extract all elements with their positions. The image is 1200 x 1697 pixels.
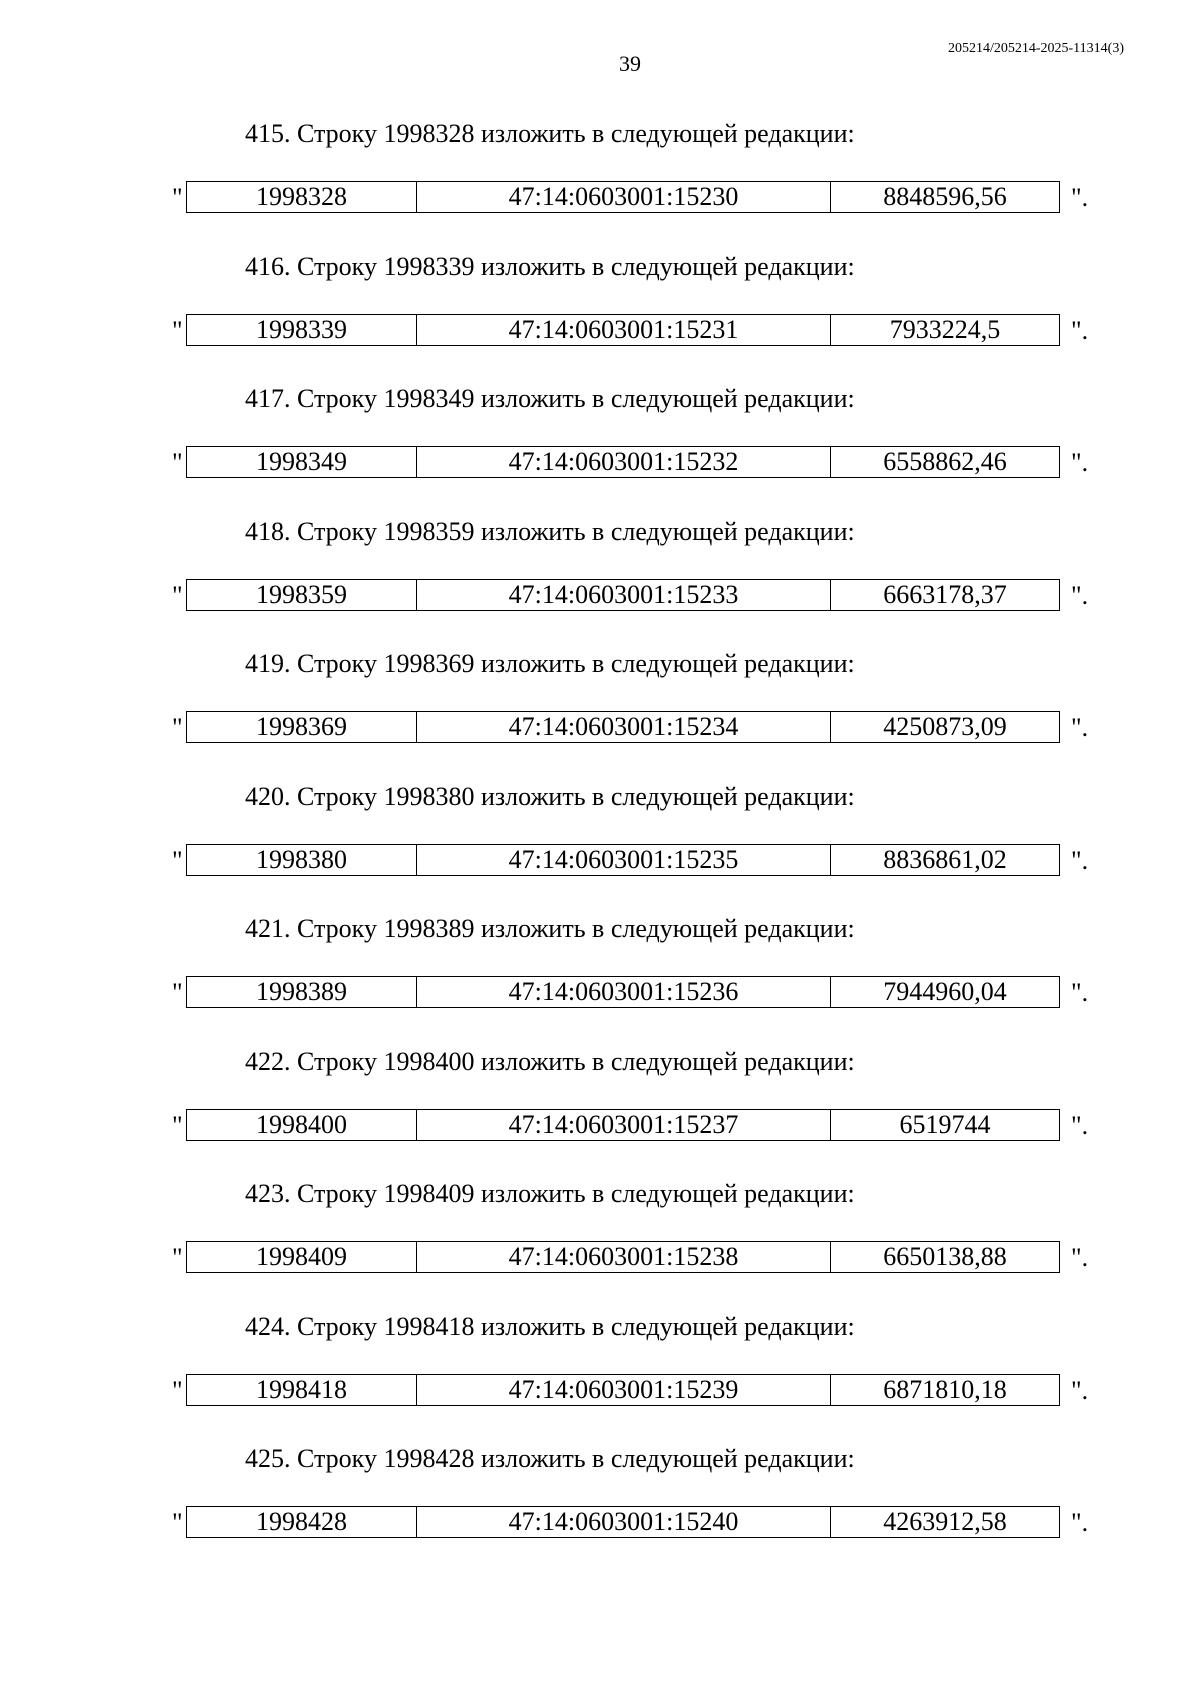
value-cell: 4250873,09 [883, 712, 1007, 741]
table-row [186, 446, 1060, 478]
closing-quote: ". [1071, 580, 1089, 610]
cadastral-number-cell: 47:14:0603001:15234 [417, 712, 831, 742]
opening-quote: " [172, 1110, 183, 1140]
closing-quote: ". [1071, 978, 1089, 1007]
row-number-cell: 1998349 [187, 447, 417, 477]
row-number-cell: 1998339 [187, 315, 417, 345]
cadastral-number-cell: 47:14:0603001:15236 [417, 977, 831, 1007]
closing-quote: ". [1071, 1508, 1089, 1537]
page-number: 39 [619, 51, 641, 76]
amendment-instruction: 417. Строку 1998349 изложить в следующей редакции: [245, 384, 855, 413]
cadastral-number-cell: 47:14:0603001:15235 [417, 845, 831, 875]
amendment-instruction: 415. Строку 1998328 изложить в следующей редакции: [245, 119, 855, 148]
cadastral-number-cell: 47:14:0603001:15232 [417, 447, 831, 477]
table-row [186, 181, 1060, 213]
closing-quote: ". [1071, 845, 1089, 875]
row-number-cell: 1998359 [187, 580, 417, 610]
amendment-item [0, 1309, 1200, 1442]
value-cell: 6519744 [899, 1109, 991, 1139]
opening-quote: " [172, 315, 183, 345]
table-row [186, 711, 1060, 743]
opening-quote: " [172, 713, 183, 742]
row-number-cell: 1998400 [187, 1110, 417, 1140]
amendment-item [0, 911, 1200, 1044]
amendment-item [0, 381, 1200, 514]
value-cell: 8848596,56 [883, 182, 1007, 211]
cadastral-number-cell: 47:14:0603001:15240 [417, 1507, 831, 1537]
closing-quote: ". [1071, 713, 1089, 742]
amendment-list [0, 116, 1200, 1574]
value-cell: 7944960,04 [883, 977, 1007, 1006]
closing-quote: ". [1071, 1375, 1089, 1405]
amendment-item [0, 1044, 1200, 1177]
amendment-instruction: 418. Строку 1998359 изложить в следующей редакции: [245, 516, 855, 546]
closing-quote: ". [1071, 1243, 1089, 1272]
amendment-instruction: 421. Строку 1998389 изложить в следующей редакции: [245, 914, 855, 943]
row-number-cell: 1998389 [187, 977, 417, 1007]
cadastral-number-cell: 47:14:0603001:15238 [417, 1242, 831, 1272]
table-row [186, 844, 1060, 876]
opening-quote: " [172, 448, 183, 477]
row-number-cell: 1998328 [187, 182, 417, 212]
value-cell: 8836861,02 [883, 844, 1007, 874]
amendment-instruction: 425. Строку 1998428 изложить в следующей редакции: [245, 1444, 855, 1473]
amendment-instruction: 424. Строку 1998418 изложить в следующей редакции: [245, 1311, 855, 1341]
table-row [186, 1241, 1060, 1273]
row-number-cell: 1998428 [187, 1507, 417, 1537]
value-cell: 6663178,37 [883, 579, 1007, 609]
value-cell: 4263912,58 [883, 1507, 1007, 1536]
amendment-item [0, 116, 1200, 249]
document-id: 205214/205214-2025-11314(3) [947, 41, 1124, 56]
amendment-instruction: 420. Строку 1998380 изложить в следующей редакции: [245, 781, 855, 811]
value-cell: 7933224,5 [889, 314, 1001, 344]
value-cell: 6558862,46 [883, 447, 1007, 476]
amendment-item [0, 1176, 1200, 1309]
row-number-cell: 1998409 [187, 1242, 417, 1272]
table-row [186, 579, 1060, 611]
row-number-cell: 1998418 [187, 1375, 417, 1405]
amendment-item [0, 1441, 1200, 1574]
row-number-cell: 1998369 [187, 712, 417, 742]
amendment-item [0, 779, 1200, 912]
amendment-item [0, 514, 1200, 647]
cadastral-number-cell: 47:14:0603001:15231 [417, 315, 831, 345]
opening-quote: " [172, 1375, 183, 1405]
amendment-instruction: 423. Строку 1998409 изложить в следующей редакции: [245, 1179, 855, 1208]
cadastral-number-cell: 47:14:0603001:15233 [417, 580, 831, 610]
table-row [186, 1109, 1060, 1141]
cadastral-number-cell: 47:14:0603001:15230 [417, 182, 831, 212]
value-cell: 6871810,18 [883, 1374, 1007, 1404]
closing-quote: ". [1071, 183, 1089, 212]
table-row [186, 1374, 1060, 1406]
opening-quote: " [172, 1243, 183, 1272]
closing-quote: ". [1071, 448, 1089, 477]
amendment-instruction: 422. Строку 1998400 изложить в следующей редакции: [245, 1046, 855, 1076]
value-cell: 6650138,88 [883, 1242, 1007, 1271]
amendment-instruction: 416. Строку 1998339 изложить в следующей редакции: [245, 251, 855, 281]
amendment-item [0, 249, 1200, 382]
table-row [186, 1506, 1060, 1538]
table-row [186, 314, 1060, 346]
opening-quote: " [172, 183, 183, 212]
opening-quote: " [172, 1508, 183, 1537]
row-number-cell: 1998380 [187, 845, 417, 875]
table-row [186, 976, 1060, 1008]
closing-quote: ". [1071, 1110, 1089, 1140]
opening-quote: " [172, 978, 183, 1007]
closing-quote: ". [1071, 315, 1089, 345]
amendment-instruction: 419. Строку 1998369 изложить в следующей редакции: [245, 649, 855, 678]
cadastral-number-cell: 47:14:0603001:15237 [417, 1110, 831, 1140]
opening-quote: " [172, 845, 183, 875]
cadastral-number-cell: 47:14:0603001:15239 [417, 1375, 831, 1405]
amendment-item [0, 646, 1200, 779]
opening-quote: " [172, 580, 183, 610]
